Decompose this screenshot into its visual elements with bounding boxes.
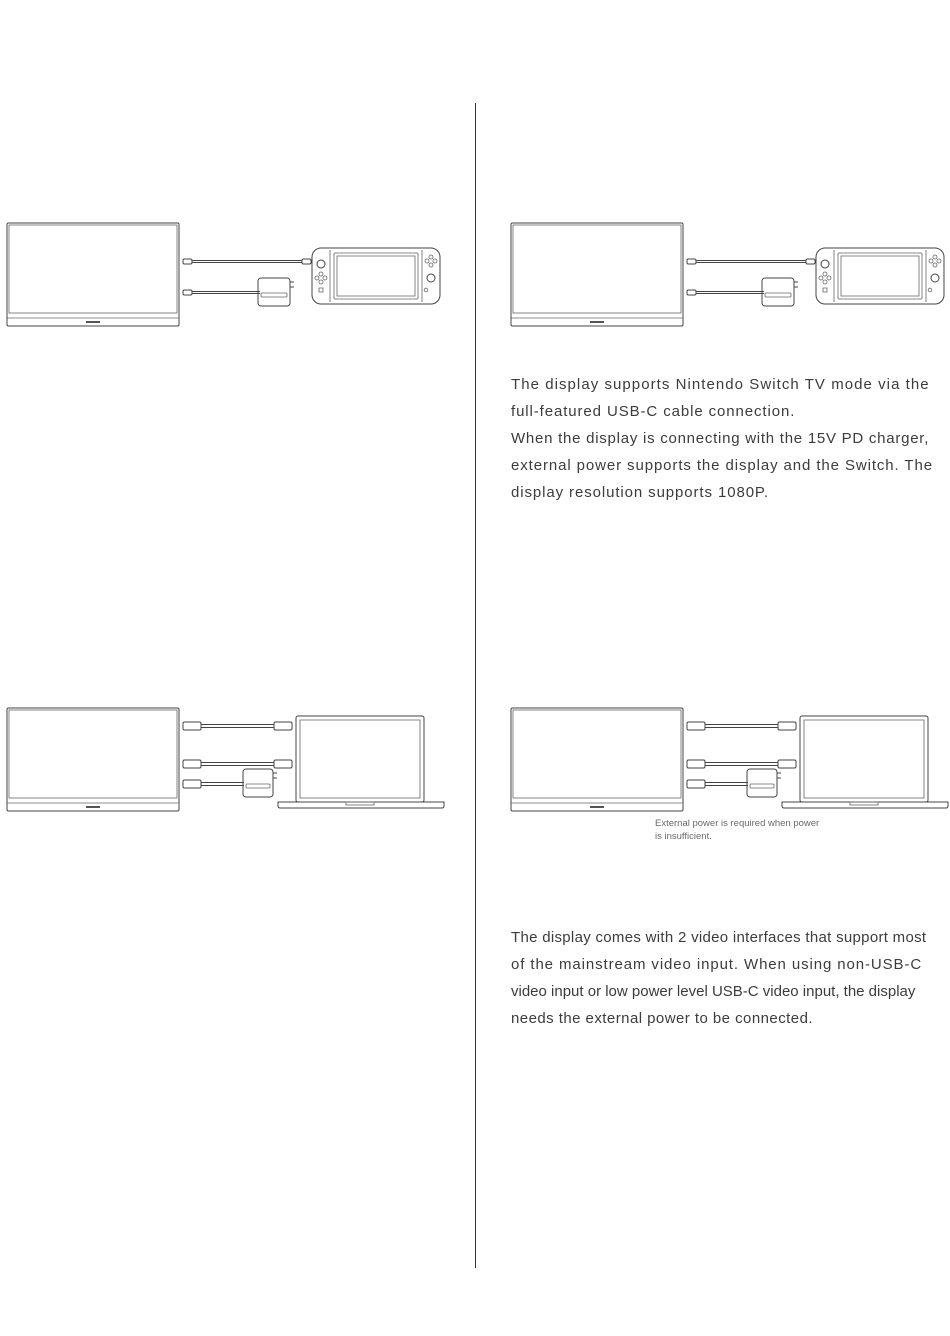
laptop-illustration <box>782 716 948 808</box>
caption-line: is insufficient. <box>655 831 712 842</box>
usb-c-cable-to-laptop <box>687 722 796 730</box>
switch-connection-diagram-right <box>510 220 950 332</box>
laptop-connection-diagram-right <box>510 705 950 815</box>
portable-monitor-illustration <box>511 708 683 811</box>
power-adapter-illustration <box>258 278 294 306</box>
switch-description <box>511 371 949 506</box>
power-adapter-illustration <box>243 769 277 797</box>
laptop-illustration <box>278 716 444 808</box>
laptop-description-line: video input or low power level USB-C video input, the display <box>511 983 916 1000</box>
laptop-connection-diagram-left <box>6 705 446 815</box>
switch-connection-diagram-left <box>6 220 446 332</box>
usb-c-cable-to-switch <box>183 259 311 264</box>
laptop-description-line: of the mainstream video input. When using non-USB-C <box>511 956 923 973</box>
center-divider <box>475 103 476 1268</box>
nintendo-switch-illustration <box>816 248 944 304</box>
usb-c-cable-to-switch <box>687 259 815 264</box>
external-power-caption <box>655 817 855 843</box>
power-cable <box>687 290 764 295</box>
portable-monitor-illustration <box>7 223 179 326</box>
hdmi-cable-to-laptop <box>687 760 796 768</box>
caption-line: External power is required when power <box>655 818 820 829</box>
power-cable <box>183 780 244 788</box>
nintendo-switch-illustration <box>312 248 440 304</box>
hdmi-cable-to-laptop <box>183 760 292 768</box>
power-cable <box>183 290 260 295</box>
power-adapter-illustration <box>762 278 798 306</box>
laptop-description-line: needs the external power to be connected. <box>511 1010 813 1027</box>
portable-monitor-illustration <box>511 223 683 326</box>
power-cable <box>687 780 748 788</box>
switch-description-line: display resolution supports 1080P. <box>511 484 769 501</box>
usb-c-cable-to-laptop <box>183 722 292 730</box>
switch-description-line: When the display is connecting with the 15V PD charger, <box>511 430 930 447</box>
switch-description-line: The display supports Nintendo Switch TV mode via the <box>511 376 930 393</box>
portable-monitor-illustration <box>7 708 179 811</box>
laptop-description <box>511 924 949 1032</box>
switch-description-line: external power supports the display and the Switch. The <box>511 457 933 474</box>
laptop-description-line: The display comes with 2 video interfaces that support most <box>511 929 927 946</box>
switch-description-line: full-featured USB-C cable connection. <box>511 403 796 420</box>
power-adapter-illustration <box>747 769 781 797</box>
